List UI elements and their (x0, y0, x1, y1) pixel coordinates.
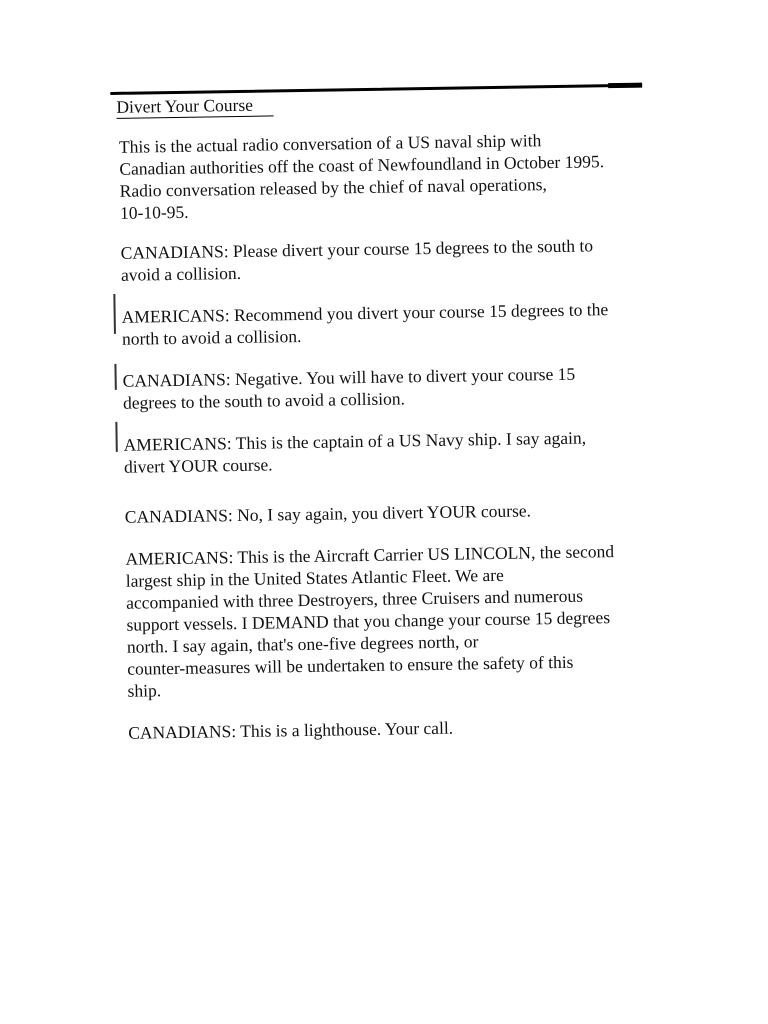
exchange-paragraph-5: CANADIANS: No, I say again, you divert YOUR course. (124, 500, 532, 527)
exchange-paragraph-4: AMERICANS: This is the captain of a US Navy ship. I say again, divert YOUR course. (123, 427, 587, 477)
exchange-paragraph-3: CANADIANS: Negative. You will have to divert your course 15 degrees to the south to avoid a collision. (122, 363, 576, 413)
margin-mark (115, 422, 117, 452)
margin-mark (114, 364, 116, 390)
intro-paragraph: This is the actual radio conversation of a US naval ship with Canadian authorities off the coast of Newfoundland in October 1995. Radio conversation released by the chief of naval operations, 10-10-95. (118, 130, 605, 223)
document-body (108, 74, 648, 743)
top-rule (110, 84, 642, 95)
exchange-paragraph-7: CANADIANS: This is a lighthouse. Your call. (128, 717, 454, 743)
exchange-paragraph-2: AMERICANS: Recommend you divert your course 15 degrees to the north to avoid a collision. (121, 299, 609, 349)
margin-mark (113, 294, 115, 334)
document-title: Divert Your Course (116, 93, 273, 118)
top-rule-end (608, 83, 642, 89)
exchange-paragraph-6: AMERICANS: This is the Aircraft Carrier US LINCOLN, the second largest ship in the United States Atlantic Fleet. We are accompanied with three Destroyers, three Cruisers and numerous support vessels. I DEMAND that you change your course 15 degrees north. I say again, that's one-five degrees north, or counter-measures will be undertaken to ensure the safety of this ship. (125, 541, 615, 701)
exchange-paragraph-1: CANADIANS: Please divert your course 15 degrees to the south to avoid a collision. (120, 235, 594, 285)
